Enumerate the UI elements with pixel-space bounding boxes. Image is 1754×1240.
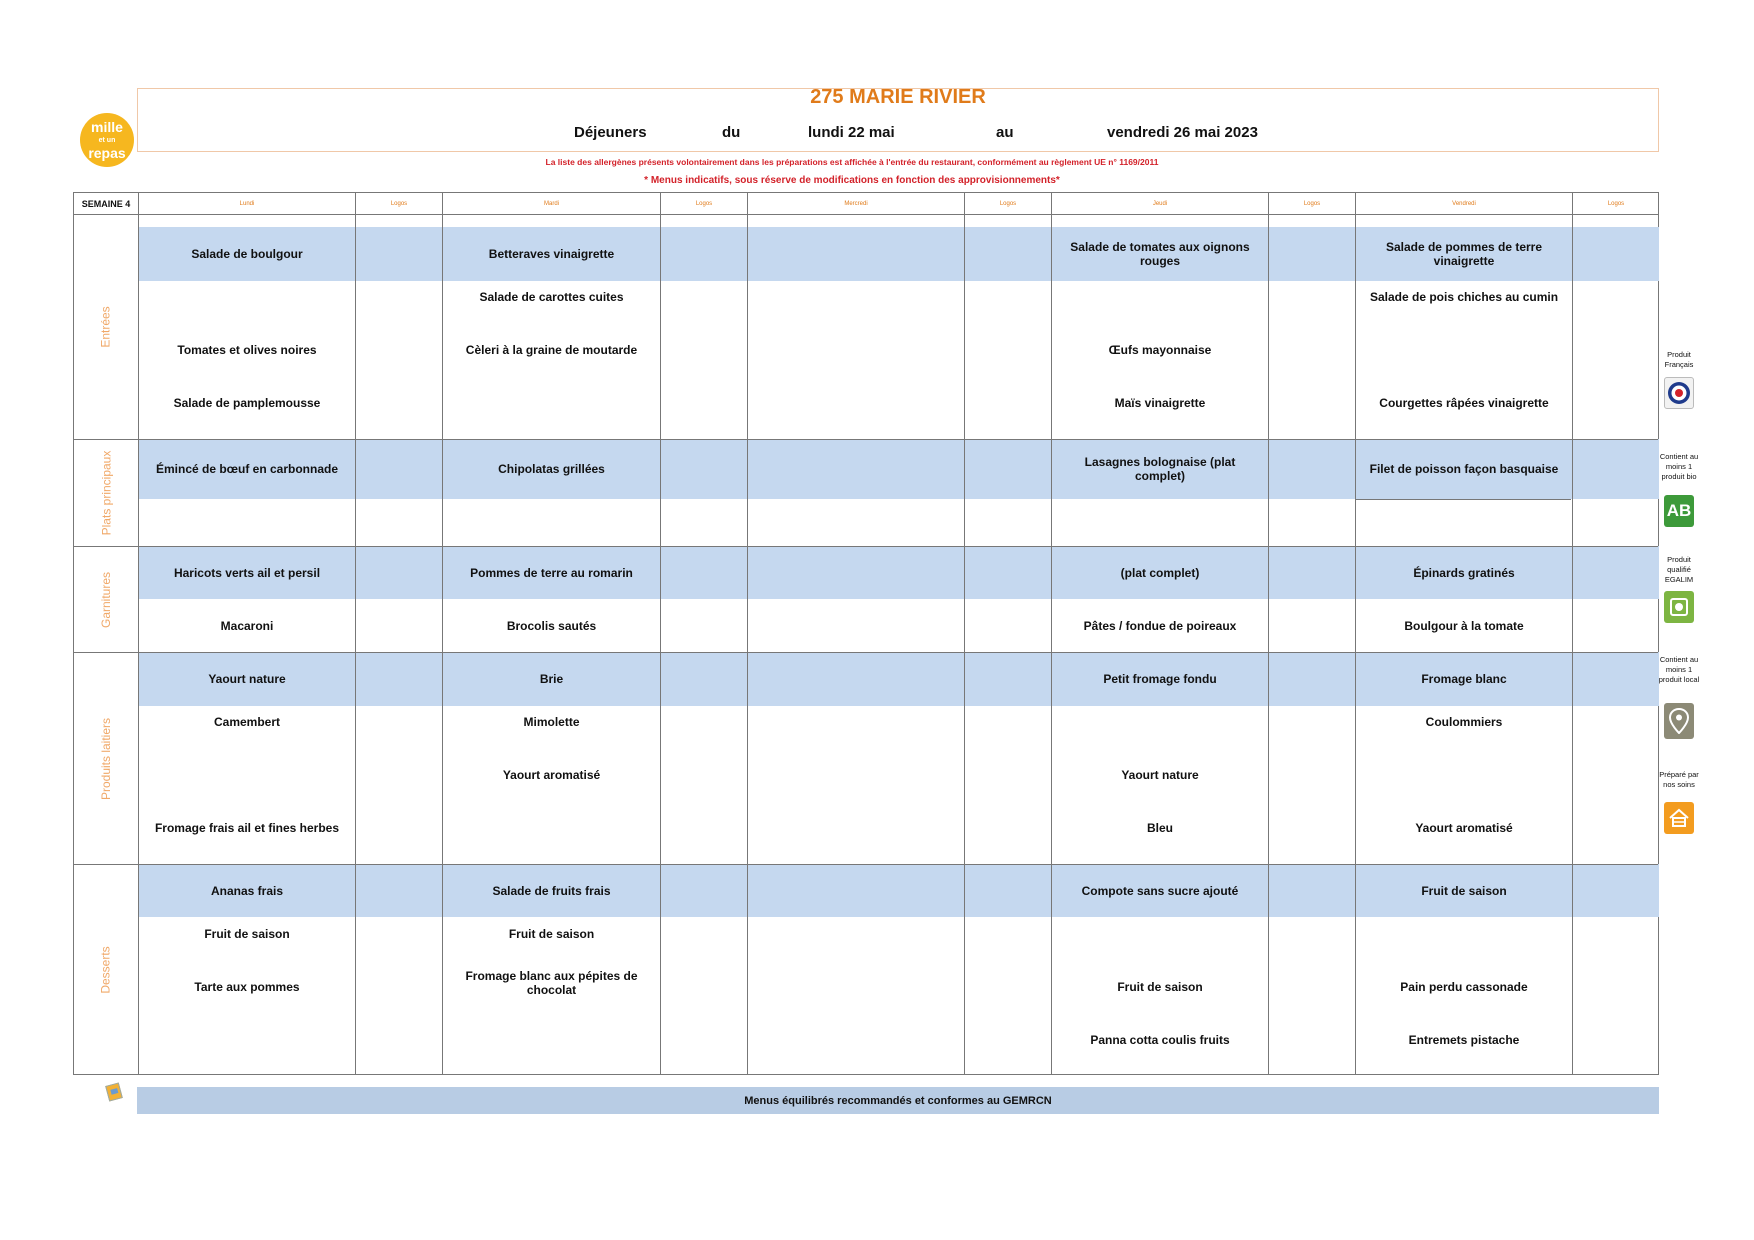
to-word: au xyxy=(996,124,1014,141)
col-header-jeudi: Jeudi xyxy=(1152,200,1168,207)
menu-item: Maïs vinaigrette xyxy=(1114,396,1206,410)
menu-item: Camembert xyxy=(213,715,281,729)
menu-item: Brie xyxy=(539,672,564,686)
legend-egalim-label: Produit qualifié EGALIM xyxy=(1664,555,1694,584)
col-header-lundi: Lundi xyxy=(239,200,255,207)
legend-francais-label: Produit Français xyxy=(1664,350,1694,369)
menu-item: Ananas frais xyxy=(210,883,284,898)
meal-type: Déjeuners xyxy=(574,124,647,141)
homemade-house-icon xyxy=(1664,802,1694,834)
menu-item: Courgettes râpées vinaigrette xyxy=(1379,396,1549,410)
menu-item: Fruit de saison xyxy=(204,927,290,941)
menu-item: Haricots verts ail et persil xyxy=(173,565,321,580)
supply-note: * Menus indicatifs, sous réserve de modifications en fonction des approvisionnements* xyxy=(644,175,1060,186)
menu-item: Salade de carottes cuites xyxy=(479,290,624,304)
menu-item: Yaourt aromatisé xyxy=(502,768,601,782)
organic-ab-icon: AB xyxy=(1664,495,1694,527)
legend-maison-label: Préparé par nos soins xyxy=(1659,770,1699,789)
menu-item: Petit fromage fondu xyxy=(1103,672,1217,686)
menu-item: Panna cotta coulis fruits xyxy=(1090,1033,1230,1047)
menu-item: Lasagnes bolognaise (plat complet) xyxy=(1084,455,1236,483)
legend-bio-label: Contient au moins 1 produit bio xyxy=(1659,452,1699,481)
col-header-logos: Logos xyxy=(1607,200,1625,207)
menu-item: Salade de boulgour xyxy=(191,247,303,261)
mille-repas-logo: mille et un repas xyxy=(80,113,134,167)
menu-item: Chipolatas grillées xyxy=(498,462,605,476)
menu-item: Yaourt aromatisé xyxy=(1415,821,1513,835)
menu-item: Yaourt nature xyxy=(208,672,286,686)
week-label: SEMAINE 4 xyxy=(81,198,131,209)
menu-item: Fromage blanc xyxy=(1421,672,1507,686)
menu-item: Salade de pois chiches au cumin xyxy=(1369,290,1559,304)
menu-item: Fromage frais ail et fines herbes xyxy=(154,821,340,835)
legend-local-label: Contient au moins 1 produit local xyxy=(1658,655,1700,684)
menu-item: Cèleri à la graine de moutarde xyxy=(465,343,638,357)
menu-item: Pâtes / fondue de poireaux xyxy=(1083,618,1237,633)
menu-item: (plat complet) xyxy=(1120,565,1200,580)
menu-table xyxy=(73,192,1659,1075)
egalim-quality-icon xyxy=(1664,591,1694,623)
menu-item: Tarte aux pommes xyxy=(194,980,300,994)
menu-item: Fruit de saison xyxy=(1421,883,1507,898)
menu-item: Filet de poisson façon basquaise xyxy=(1369,462,1559,476)
col-divider xyxy=(1572,193,1573,1074)
end-date: vendredi 26 mai 2023 xyxy=(1107,124,1258,141)
menu-item: Bleu xyxy=(1146,821,1173,835)
menu-item: Macaroni xyxy=(220,618,274,633)
category-garnitures: Garnitures xyxy=(99,571,113,628)
start-date: lundi 22 mai xyxy=(808,124,895,141)
row-divider xyxy=(1355,499,1571,500)
menu-item: Pain perdu cassonade xyxy=(1400,980,1528,994)
menu-item: Salade de pamplemousse xyxy=(173,396,321,410)
menu-item: Boulgour à la tomate xyxy=(1404,618,1524,633)
french-roundel-icon xyxy=(1664,377,1694,409)
category-plats: Plats principaux xyxy=(99,450,113,536)
menu-item: Yaourt nature xyxy=(1121,768,1199,782)
menu-item: Mimolette xyxy=(523,715,580,729)
menu-item: Compote sans sucre ajouté xyxy=(1081,883,1239,898)
col-header-logos: Logos xyxy=(390,200,408,207)
footer-banner: Menus équilibrés recommandés et conformes au GEMRCN xyxy=(137,1087,1659,1114)
egalim-graphic xyxy=(1668,596,1690,618)
menu-item: Épinards gratinés xyxy=(1413,565,1515,580)
col-divider xyxy=(660,193,661,1074)
col-header-mardi: Mardi xyxy=(543,200,559,207)
menu-item: Pommes de terre au romarin xyxy=(470,565,633,580)
menu-item: Salade de tomates aux oignons rouges xyxy=(1070,240,1250,268)
category-entrees: Entrées xyxy=(98,306,113,348)
col-header-logos: Logos xyxy=(1303,200,1321,207)
col-header-logos: Logos xyxy=(999,200,1017,207)
category-laitiers: Produits laitiers xyxy=(99,717,113,800)
menu-item: Entremets pistache xyxy=(1408,1033,1520,1047)
col-divider xyxy=(355,193,356,1074)
from-word: du xyxy=(722,124,741,141)
col-header-logos: Logos xyxy=(695,200,713,207)
house-graphic xyxy=(1668,807,1690,829)
menu-item: Œufs mayonnaise xyxy=(1108,343,1212,357)
pin-graphic xyxy=(1669,708,1689,734)
page-title: 275 MARIE RIVIER xyxy=(810,86,986,108)
col-header-mercredi: Mercredi xyxy=(844,200,868,207)
menu-item: Salade de fruits frais xyxy=(492,883,611,898)
menu-item: Fromage blanc aux pépites de chocolat xyxy=(465,969,638,997)
menu-item: Betteraves vinaigrette xyxy=(488,247,615,261)
allergen-note: La liste des allergènes présents volontairement dans les préparations est affichée à l'entrée du restaurant, conformément au règlement UE n° 1169/2011 xyxy=(545,157,1159,167)
notepad-icon xyxy=(105,1082,123,1101)
col-divider xyxy=(747,193,748,1074)
local-pin-icon xyxy=(1664,703,1694,739)
menu-item: Brocolis sautés xyxy=(506,618,597,633)
menu-item: Fruit de saison xyxy=(508,927,595,941)
col-divider xyxy=(1268,193,1269,1074)
menu-item: Coulommiers xyxy=(1425,715,1503,729)
col-divider xyxy=(964,193,965,1074)
menu-item: Tomates et olives noires xyxy=(177,343,317,357)
category-desserts: Desserts xyxy=(99,946,113,994)
menu-item: Émincé de bœuf en carbonnade xyxy=(155,462,339,476)
row-divider xyxy=(74,214,1658,215)
roundel-graphic xyxy=(1667,381,1691,405)
menu-item: Fruit de saison xyxy=(1117,980,1203,994)
col-header-vendredi: Vendredi xyxy=(1452,200,1476,207)
menu-item: Salade de pommes de terre vinaigrette xyxy=(1385,240,1543,268)
